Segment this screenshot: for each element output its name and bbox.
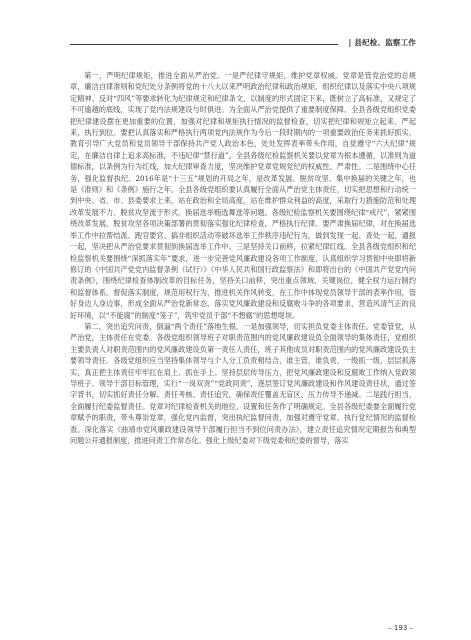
header-mark: | [348, 38, 352, 47]
running-header [70, 36, 416, 56]
paragraph-1: 第一，严明纪律规矩，推进全面从严治党。一是严纪律守规矩，维护党章权威。党章是管党治党的总规章，廉洁自律准则和党纪处分条例将党的十八大以来严明政治纪律和政治规矩、组织纪律以及落实中央八项规定精神、反对“四风”等要求转化为纪律规定和纪律条文，以制度的形式固定下来，既树立了高标准，又规定了不可逾越的底线，实现了党内法规建设与时俱进。为全面从严治党提供了重要制度保障。全县各级党组织党委把纪律建设摆在更加重要的位置，加强对纪律和规矩执行情况的监督检查，切实把纪律和规矩立起来、严起来，执行到位。要把认真落实和严格执行两项党内法规作为今后一段时期内的一项重要政治任务来抓好抓实，教育引导广大党员和党员领导干部保持共产党人政治本色，处处发挥表率带头作用，自觉遵守“六大纪律”规定，在廉洁自律上追求高标准，不违纪律“禁行道”。全县各级纪检监察机关要以党章为根本遵循，以准则为道德标准，以条例为行为红线，加大纪律审查力度，坚决维护党章党规党纪的权威性、严肃性。二是围绕中心任务，强化监督执纪。2016年是“十三五”规划的开局之年，是改革发展、脱贫攻坚、集中换届的关键之年，也是《准则》和《条例》施行之年。全县各级党组织要认真履行全面从严治党主体责任，切实把思想和行动统一到中央、省、市、县委要求上来，站在政治和全局高度，站在维护群众利益的高度，采取行力措施防范和处理改革发展不力、脱贫攻坚流于形式、换届选举贿选舞选等问题。各级纪检监察机关要围绕纪律“戒尺”，紧紧围绕改革发展、脱贫攻坚各项决策部署的贯彻落实强化纪律检查，严格执行纪律。要严肃换届纪律，对在换届选举工作中拉帮结派、跑官要官、搞非组织活动等破坏选举工作秩序违纪行为，做到发现一起、查处一起、通报一起，坚决把从严治党要求贯彻到换届选举工作中。三是坚持关口前移，拉紧纪律红线。全县各级党组织和纪检监察机关要围绕“深抓落实年”要求，进一步完善党风廉政建设各项工作制度，认真组织学习贯彻中央即将新修订的《中国共产党党内监督条例（试行）》《中华人民共和国行政监察法》和即将出台的《中国共产党党内问责条例》，围绕纪律检查体制改革的目标任务，坚持关口前移，突出重点领域、关键岗位，健全权力运行制约和监督体系。督促落实制度，规范用权行为，推进机关作风转变，在工作中体现党员领导干部的表率作用，管好身边人身边事，形成全面从严治党新常态，落实党风廉政建设和反腐败斗争的各项要求，营造风清气正的良好环境，以“不能腐”的制度“笼子”，筑牢党员干部“不想腐”的思想堤坝。 [70, 71, 416, 320]
header-rule [70, 44, 338, 45]
header-title [348, 37, 416, 48]
paragraph-2: 第二，突出追究问责，倒逼“两个责任”落地生根。一是加强领导，切实担负党委主体责任。党委管党，从严治党，主体责任在党委。各级党组织领导班子对职责范围内的党风廉政建设负全面领导的集体责任，党组织主要负责人对职责范围内的党风廉政建设负第一责任人责任，班子其他成员对职责范围内的党风廉政建设负主要领导责任。各级党组织应当坚持集体领导与个人分工负责相结合，谁主管，谁负责，一级抓一级，层层抓落实，真正把主体责任牢牢扛在肩上、抓在手上。坚持层层传导压力，把党风廉政建设和反腐败工作纳入党政领导班子、领导干部目标管理，实行“一岗双责”“党政同责”，逐层签订党风廉政建设和作风建设责任状，通过签字背书，切实抓好责任分解、责任考核、责任追究，确保责任覆盖无盲区、压力传导不递减。二是践行担当，全面履行纪委监督责任。党章对纪律检查机关的地位、设置和任务作了明确规定。全县各级纪委要全面履行党章赋予的职责，带头尊崇党章，强化党内监督，突出执纪监督问责，加强对遵守党章、执行党纪情况的监督检查。深化落实《曲靖市党风廉政建设领导干部履行担当不到位问责办法》，建立责任追究情况定期报告和典型问题公开通报制度，推进问责工作常态化。强化上级纪委对下级党委和纪委的督导，落实 [70, 321, 416, 445]
header-title-text: 县纪检、监察工作 [354, 38, 416, 47]
body-text [70, 70, 416, 446]
page-number: – 193 – [388, 624, 413, 632]
